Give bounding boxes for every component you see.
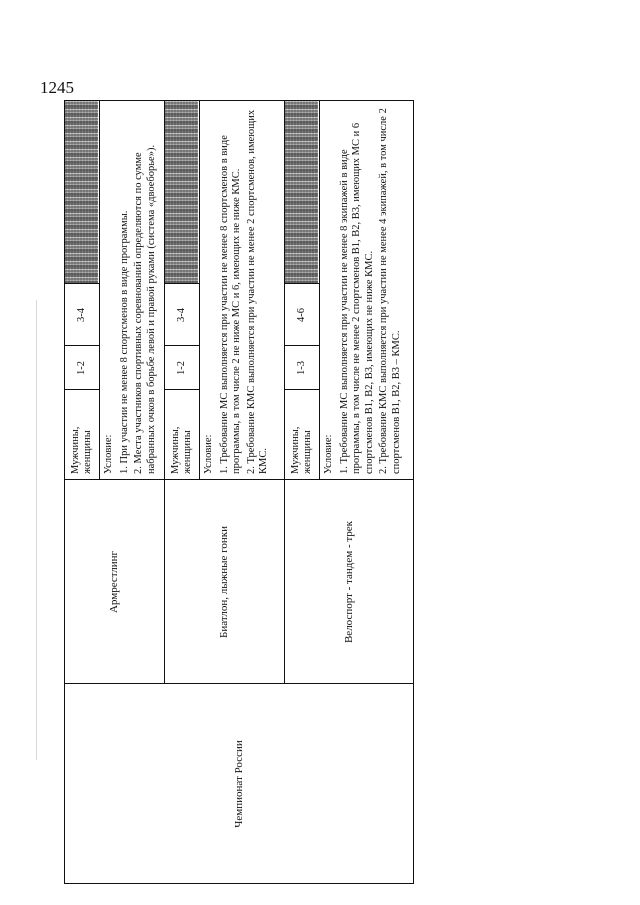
condition-title: Условие: [323, 434, 334, 474]
sport-name: Велоспорт - тандем - трек [342, 520, 355, 644]
condition-item: 1. Требование МС выполняется при участии не менее 8 экипажей в виде программы, в том числе не менее 2 спортсменов В1, В2, В3, имеющих МС и 6 спортсменов В1, В2, В3, имеющих не ниже КМС. [338, 122, 375, 474]
condition-item: 1. Требование МС выполняется при участии не менее 8 спортсменов в виде программы, в том числе 2 не ниже МС и 6, имеющих не ниже КМС. [218, 135, 243, 474]
page-number: 1245 [40, 78, 74, 97]
condition-block [323, 108, 406, 474]
sport-name: Армрестлинг [107, 550, 120, 614]
shaded-cell [165, 101, 198, 283]
condition-title: Условие: [103, 434, 114, 474]
condition-block [103, 108, 160, 474]
shaded-cell [65, 101, 98, 283]
condition-title: Условие: [203, 434, 214, 474]
gender-cell: Мужчины, женщины [69, 426, 93, 474]
condition-item: 2. Требование КМС выполняется при участии не менее 2 спортсменов, имеющих КМС. [245, 109, 270, 474]
row-divider [199, 100, 200, 480]
place-cell: 3-4 [176, 308, 187, 322]
place-cell: 1-2 [76, 361, 87, 375]
place-cell: 1-3 [296, 361, 307, 375]
gender-cell: Мужчины, женщины [169, 426, 193, 474]
place-cell: 3-4 [76, 308, 87, 322]
rotated-table-page [40, 78, 414, 884]
event-name: Чемпионат России [232, 740, 245, 828]
place-cell: 1-2 [176, 361, 187, 375]
row-divider [319, 100, 320, 480]
row-divider [99, 100, 100, 480]
sport-name: Биатлон, лыжные гонки [217, 526, 230, 638]
condition-item: 2. Требование КМС выполняется при участии не менее 4 экипажей, в том числе 2 спортсменов В1, В2, В3 – КМС. [378, 108, 402, 474]
condition-block [203, 108, 273, 474]
scan-edge-line [36, 300, 37, 760]
gender-cell: Мужчины, женщины [289, 426, 313, 474]
condition-item: 2. Места участников спортивных соревнований определяются по сумме набранных очков в борьбе левой и правой руками (система «двоеборье»). [133, 144, 157, 474]
place-cell: 4-6 [296, 308, 307, 322]
shaded-cell [285, 101, 318, 283]
condition-item: 1. При участии не менее 8 спортсменов в виде программы. [118, 210, 130, 474]
